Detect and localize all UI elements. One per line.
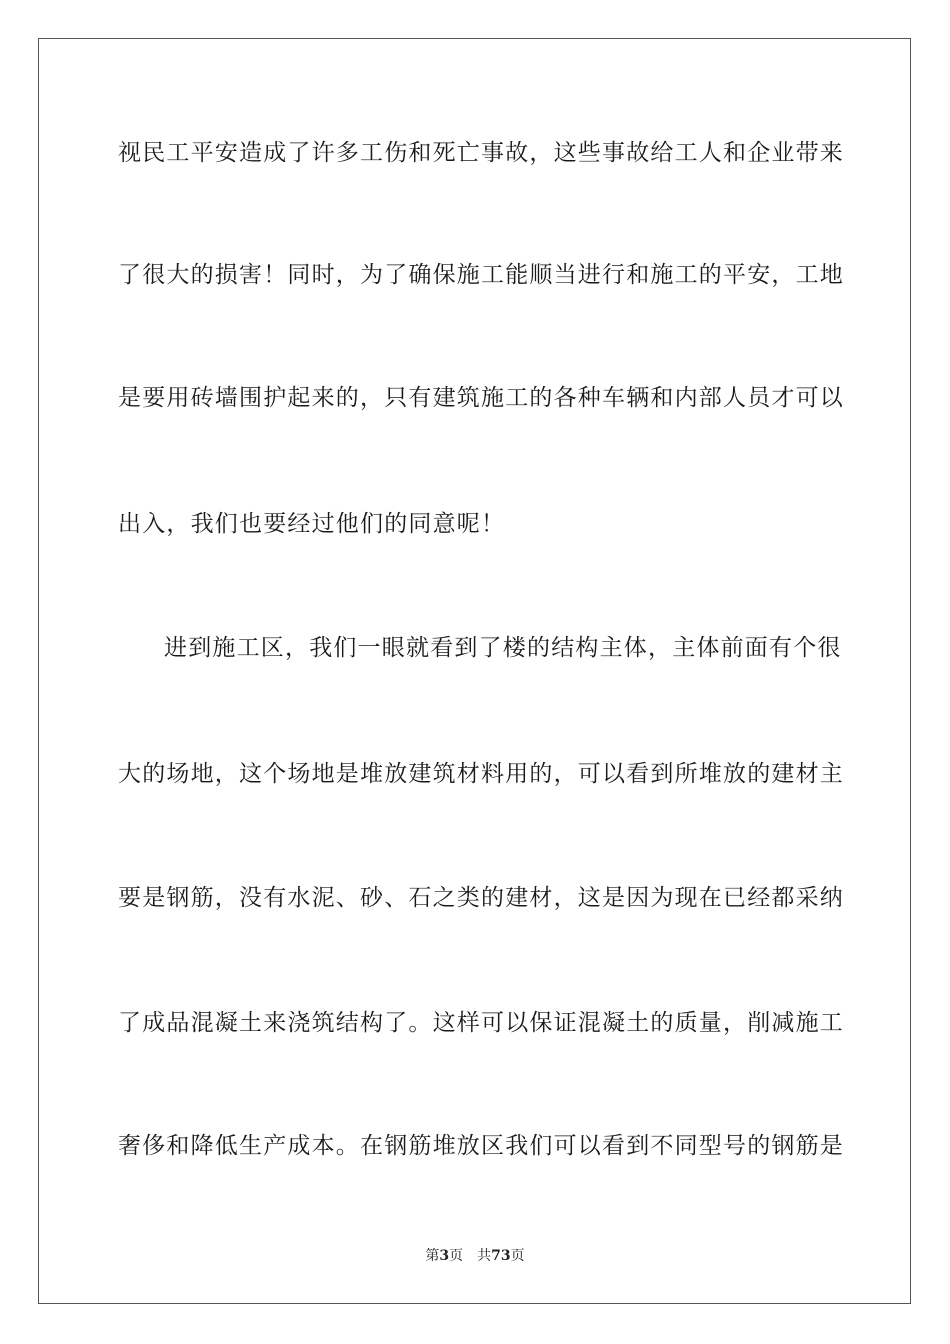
- text-line: 大的场地，这个场地是堆放建筑材料用的，可以看到所堆放的建材主: [118, 761, 844, 787]
- page-footer: [0, 1246, 950, 1266]
- total-suffix: 页: [510, 1248, 525, 1264]
- page-border: [38, 38, 911, 1304]
- text-line: 了成品混凝土来浇筑结构了。这样可以保证混凝土的质量，削减施工: [118, 1010, 844, 1036]
- current-page-number: 3: [439, 1248, 450, 1264]
- page-suffix: 页: [449, 1248, 464, 1264]
- text-line: 要是钢筋，没有水泥、砂、石之类的建材，这是因为现在已经都采纳: [118, 885, 844, 911]
- text-line: 是要用砖墙围护起来的，只有建筑施工的各种车辆和内部人员才可以: [118, 385, 844, 411]
- text-line: 了很大的损害！同时，为了确保施工能顺当进行和施工的平安，工地: [118, 262, 844, 288]
- text-line: 出入，我们也要经过他们的同意呢！: [118, 511, 506, 537]
- paragraph-first-line: 进到施工区，我们一眼就看到了楼的结构主体，主体前面有个很: [164, 635, 842, 661]
- total-page-count: 73: [491, 1248, 511, 1264]
- page-prefix: 第: [425, 1248, 440, 1264]
- total-prefix: 共: [477, 1248, 492, 1264]
- text-line: 视民工平安造成了许多工伤和死亡事故，这些事故给工人和企业带来: [118, 140, 844, 166]
- text-line: 奢侈和降低生产成本。在钢筋堆放区我们可以看到不同型号的钢筋是: [118, 1133, 844, 1159]
